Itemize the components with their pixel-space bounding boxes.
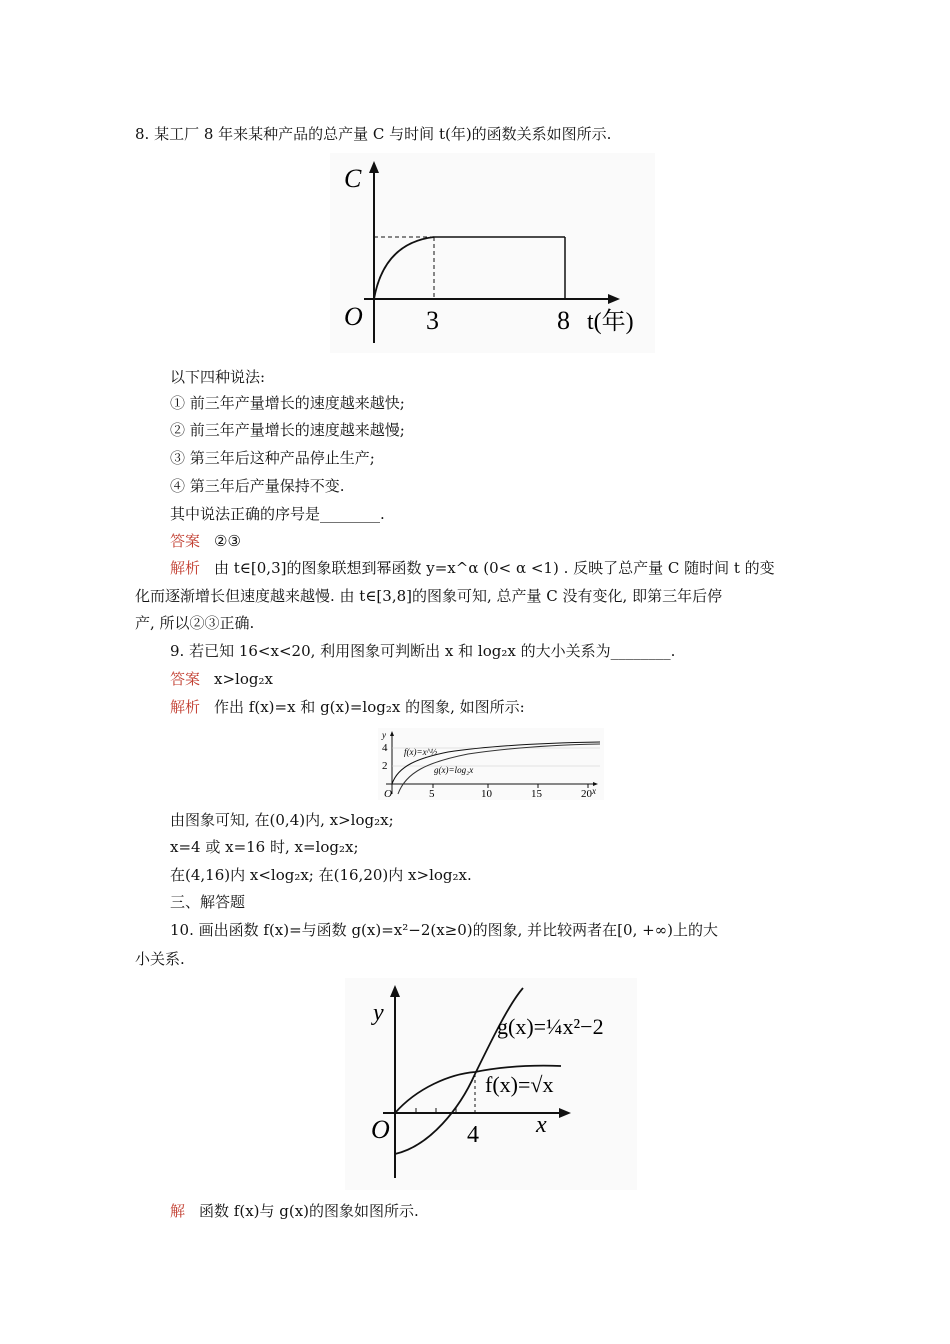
q9-x-tick-20: 20 xyxy=(581,788,592,800)
q9-answer xyxy=(170,669,273,689)
q9-origin: O xyxy=(384,788,392,800)
q8-option-3: ③ 第三年后这种产品停止生产; xyxy=(170,449,375,467)
q8-tick-3: 3 xyxy=(426,306,439,335)
q10-x-label: x xyxy=(536,1112,547,1138)
q8-analysis-line-3: 产, 所以②③正确. xyxy=(135,614,255,632)
q8-answer-value: ②③ xyxy=(214,532,241,550)
q10-tick-4-label: 4 xyxy=(467,1122,479,1148)
q9-answer-label: 答案 xyxy=(170,670,201,688)
q8-answer-label: 答案 xyxy=(170,532,201,550)
q9-f-label: f(x)=x^½ xyxy=(404,747,438,757)
q9-conclusion-3: 在(4,16)内 x<log₂x; 在(16,20)内 x>log₂x. xyxy=(170,866,472,884)
q8-analysis-line-1 xyxy=(170,558,775,578)
q9-stem: 9. 若已知 16<x<20, 利用图象可判断出 x 和 log₂x 的大小关系为________. xyxy=(170,642,676,660)
q10-origin: O xyxy=(371,1115,390,1144)
q8-analysis-line-2: 化而逐渐增长但速度越来越慢. 由 t∈[3,8]的图象可知, 总产量 C 没有变化, 即第三年后停 xyxy=(135,587,723,605)
q9-analysis-text: 作出 f(x)=x 和 g(x)=log₂x 的图象, 如图所示: xyxy=(214,698,525,716)
section-3-heading: 三、解答题 xyxy=(170,893,246,911)
q8-option-1: ① 前三年产量增长的速度越来越快; xyxy=(170,394,405,412)
q10-stem-line-2: 小关系. xyxy=(135,950,185,968)
q8-stem: 8. 某工厂 8 年来某种产品的总产量 C 与时间 t(年)的函数关系如图所示. xyxy=(135,125,612,143)
q8-answer xyxy=(170,531,241,551)
q9-g-label: g(x)=log₂x xyxy=(434,765,474,775)
q9-conclusion-1: 由图象可知, 在(0,4)内, x>log₂x; xyxy=(170,811,394,829)
q8-y-arrow xyxy=(369,161,379,173)
q10-solution-text: 函数 f(x)与 g(x)的图象如图所示. xyxy=(199,1202,419,1220)
q10-g-label: g(x)=¼x²−2 xyxy=(497,1014,604,1039)
q9-y-tick-4: 4 xyxy=(382,742,388,754)
q10-solution xyxy=(170,1201,419,1221)
q9-answer-value: x>log₂x xyxy=(214,670,273,688)
q10-f-label: f(x)=√x xyxy=(485,1072,554,1097)
q9-conclusion-2: x=4 或 x=16 时, x=log₂x; xyxy=(170,838,359,856)
q9-analysis xyxy=(170,697,525,717)
q8-option-4: ④ 第三年后产量保持不变. xyxy=(170,477,345,495)
q9-y-tick-2: 2 xyxy=(382,760,388,772)
q8-x-label: t(年) xyxy=(587,309,634,335)
q9-figure xyxy=(378,728,604,800)
q10-y-label: y xyxy=(373,1000,384,1026)
q9-x-tick-10: 10 xyxy=(481,788,492,800)
q10-figure xyxy=(345,978,637,1190)
q9-x-tick-5: 5 xyxy=(429,788,435,800)
q9-y-label: y xyxy=(382,730,386,740)
q8-analysis-label: 解析 xyxy=(170,559,201,577)
q10-g-curve xyxy=(395,988,523,1154)
q8-figure xyxy=(330,153,655,353)
q8-tick-8: 8 xyxy=(557,306,570,335)
q8-origin: O xyxy=(344,302,363,331)
q8-y-label: C xyxy=(344,164,362,193)
q10-solution-label: 解 xyxy=(170,1202,186,1220)
q8-analysis-text-1: 由 t∈[0,3]的图象联想到幂函数 y=x^α (0< α <1) . 反映了总产量 C 随时间 t 的变 xyxy=(214,559,775,577)
q9-x-tick-15: 15 xyxy=(531,788,542,800)
q8-option-2: ② 前三年产量增长的速度越来越慢; xyxy=(170,421,405,439)
q8-question: 其中说法正确的序号是________. xyxy=(170,505,385,523)
q10-stem-line-1: 10. 画出函数 f(x)=与函数 g(x)=x²−2(x≥0)的图象, 并比较两者在[0, +∞)上的大 xyxy=(170,921,719,939)
q9-x-label: x xyxy=(592,786,596,796)
q8-intro: 以下四种说法: xyxy=(170,368,266,386)
q9-analysis-label: 解析 xyxy=(170,698,201,716)
q8-curve xyxy=(374,237,434,299)
q8-x-arrow xyxy=(608,294,620,304)
